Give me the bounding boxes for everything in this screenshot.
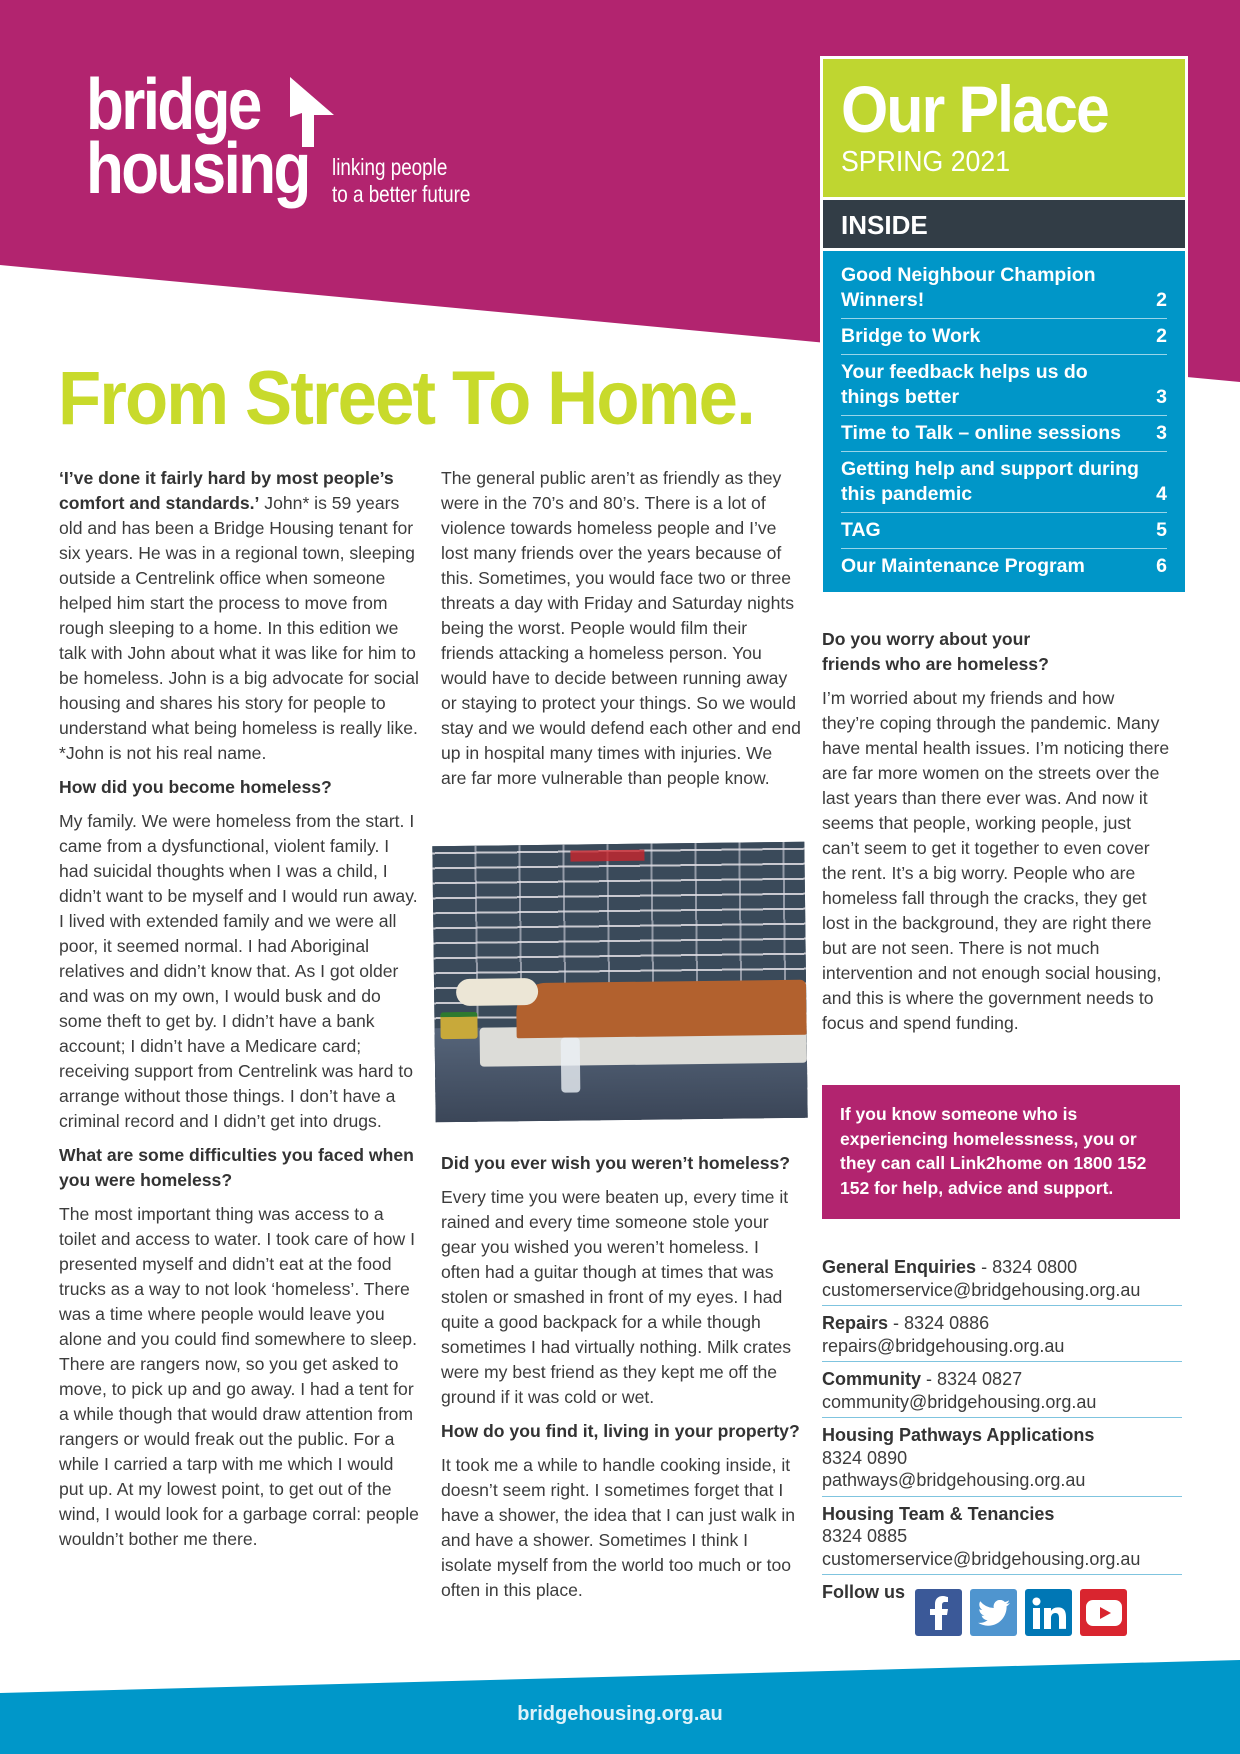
toc-item[interactable] [841,513,1167,549]
section-body: It took me a while to handle cooking inside, it doesn’t seem right. I sometimes forget that I have a shower, the idea that I can just walk in and have a shower. Sometimes I think I isolate myself from the world too much or too often in this place. [441,1455,796,1600]
contact-email[interactable]: pathways@bridgehousing.org.au [822,1470,1086,1490]
toc-item-page: 3 [1156,386,1167,408]
intro-quote: ‘I’ve done it fairly hard by most people’s comfort and standards.’ [59,468,394,513]
contact-email[interactable]: customerservice@bridgehousing.org.au [822,1548,1141,1569]
bridge-housing-logo [86,65,471,209]
article-photo [432,842,807,1123]
contact-email[interactable]: repairs@bridgehousing.org.au [822,1335,1065,1356]
toc-item-title: Time to Talk – online sessions [841,422,1121,444]
toc-item[interactable] [841,452,1167,513]
contact-general-enquiries: General Enquiries - 8324 0800 customerservice@bridgehousing.org.au [822,1256,1182,1306]
article-title: From Street To Home. [58,356,754,441]
table-of-contents [823,251,1185,592]
section-body: I’m worried about my friends and how they’re coping through the pandemic. Many have mental health issues. I’m noticing there are far more women on the streets over the last years than there ever was. And now it seems that people, working people, just can’t seem to get it together to even cover the rent. It’s a big worry. People who are homeless fall through the cracks, they get lost in the background, they are right there but are not seen. There is not much intervention and not enough social housing, and this is where the government needs to focus and spend funding. [822,688,1170,1033]
facebook-icon[interactable] [915,1589,962,1636]
toc-item-title: Our Maintenance Program [841,555,1085,577]
contact-phone[interactable]: 8324 0886 [904,1313,990,1333]
contact-housing-pathways [822,1424,1182,1497]
contact-label: Community [822,1369,921,1389]
toc-item-page: 6 [1156,555,1167,577]
section-body: The most important thing was access to a toilet and access to water. I took care of how I presented myself and didn’t eat at the food trucks as a way to not look ‘homeless’. There was a time where people would leave you alone and you could find somewhere to sleep. There are rangers now, so you get asked to move, to pick up and go away. I had a tent for a while though that would draw attention from rangers or would freak out the public. For a while I carried a tarp with me which I would put up. At my lowest point, to get out of the wind, I would look for a garbage corral: people wouldn’t bother me there. [59,1204,419,1549]
contact-community: Community - 8324 0827 community@bridgehousing.org.au [822,1368,1182,1418]
article-column-2 [441,466,801,800]
photo-bottle [561,1038,580,1093]
twitter-icon[interactable] [970,1589,1017,1636]
intro-text: John* is 59 years old and has been a Bridge Housing tenant for six years. He was in a regional town, sleeping outside a Centrelink office when someone helped him start the process to move from rough sleeping to a home. In this edition we talk with John about what it was like for him to be homeless. John is a big advocate for social housing and shares his story for people to understand what being homeless is really like. *John is not his real name. [59,493,419,763]
section-heading: How do you find it, living in your property? [441,1421,800,1441]
article-column-1 [59,466,419,1561]
inside-heading: INSIDE [823,200,1185,248]
contact-label: Repairs [822,1313,889,1333]
toc-item-page: 2 [1156,325,1167,347]
tagline [332,154,470,208]
toc-item-title: Good Neighbour Champion Winners! [841,264,1096,311]
youtube-icon[interactable] [1080,1589,1127,1636]
contact-phone[interactable]: 8324 0800 [992,1257,1078,1277]
link2home-callout: If you know someone who is experiencing homelessness, you or they can call Link2home on 1800 152 152 for help, advice and support. [822,1085,1180,1219]
contact-list [822,1256,1182,1636]
toc-item-page: 5 [1156,519,1167,541]
logo-word-bridge: bridge [86,65,260,145]
toc-item[interactable] [841,258,1167,319]
photo-blanket [516,980,807,1039]
contact-housing-team [822,1503,1182,1576]
toc-item[interactable] [841,549,1167,584]
contact-email[interactable]: community@bridgehousing.org.au [822,1391,1097,1412]
section-heading: Did you ever wish you weren’t homeless? [441,1153,791,1173]
social-icons [915,1589,1127,1636]
newsletter-masthead-panel [820,56,1188,595]
section-body: The general public aren’t as friendly as they were in the 70’s and 80’s. There is a lot of violence towards homeless people and I’ve lost many friends over the years because of this. Sometimes, you would face two or three threats a day with Friday and Saturday nights being the worst. People would film their friends attacking a homeless person. You would have to decide between running away or staying to protect your things. So we would stay and we would defend each other and end up in hospital many times with injuries. We are far more vulnerable than people know. [441,468,801,788]
contact-email[interactable]: customerservice@bridgehousing.org.au [822,1279,1141,1300]
toc-item[interactable] [841,416,1167,452]
toc-item-title: Your feedback helps us do things better [841,361,1088,408]
newsletter-title: Our Place [841,72,1108,146]
masthead [823,59,1185,197]
toc-item-title: TAG [841,519,881,541]
follow-us-label: Follow us [822,1582,905,1602]
contact-repairs: Repairs - 8324 0886 repairs@bridgehousing.org.au [822,1312,1182,1362]
toc-item-page: 3 [1156,422,1167,444]
contact-phone[interactable]: 8324 0890 [822,1447,908,1468]
contact-phone[interactable]: 8324 0827 [937,1369,1023,1389]
footer-website-link[interactable]: bridgehousing.org.au [517,1703,723,1725]
section-body: Every time you were beaten up, every time it rained and every time someone stole your gear you wished you weren’t homeless. I often had a guitar though at times that was stolen or smashed in front of my eyes. I had quite a good backpack for a while though sometimes I had virtually nothing. Milk crates were my best friend as they kept me off the ground if it was cold or wet. [441,1187,792,1407]
toc-item-title: Bridge to Work [841,325,981,347]
intro-paragraph [59,466,419,766]
photo-graffiti [570,849,645,861]
toc-item-page: 2 [1156,289,1167,311]
follow-us [822,1581,1182,1636]
photo-tub [440,1012,478,1040]
toc-item-page: 4 [1156,483,1167,505]
article-column-3 [822,627,1172,1045]
newsletter-edition: SPRING 2021 [841,146,1011,178]
section-body: My family. We were homeless from the start. I came from a dysfunctional, violent family. I had suicidal thoughts when I was a child, I didn’t want to be myself and I would run away. I lived with extended family and we were all poor, it seemed normal. I had Aboriginal relatives and didn’t know that. As I got older and was on my own, I would busk and do some theft to get by. I didn’t have a bank account; I didn’t have a Medicare card; receiving support from Centrelink was hard to arrange without those things. I don’t have a criminal record and I didn’t get into drugs. [59,811,418,1131]
contact-label: Housing Team & Tenancies [822,1503,1055,1524]
logo-word-housing: housing [86,129,309,209]
linkedin-icon[interactable] [1025,1589,1072,1636]
contact-phone[interactable]: 8324 0885 [822,1526,908,1546]
section-heading: How did you become homeless? [59,777,332,797]
contact-label: General Enquiries [822,1257,977,1277]
toc-item-title: Getting help and support during this pandemic [841,458,1139,505]
section-heading: What are some difficulties you faced when you were homeless? [59,1145,414,1190]
photo-pillow [456,978,538,1007]
tagline-line-1: linking people [332,154,448,180]
toc-item[interactable] [841,355,1167,416]
toc-item[interactable] [841,319,1167,355]
contact-label: Housing Pathways Applications [822,1425,1095,1445]
tagline-line-2: to a better future [332,181,471,207]
section-heading: Do you worry about your friends who are homeless? [822,629,1049,674]
article-column-2-bottom [441,1151,801,1612]
